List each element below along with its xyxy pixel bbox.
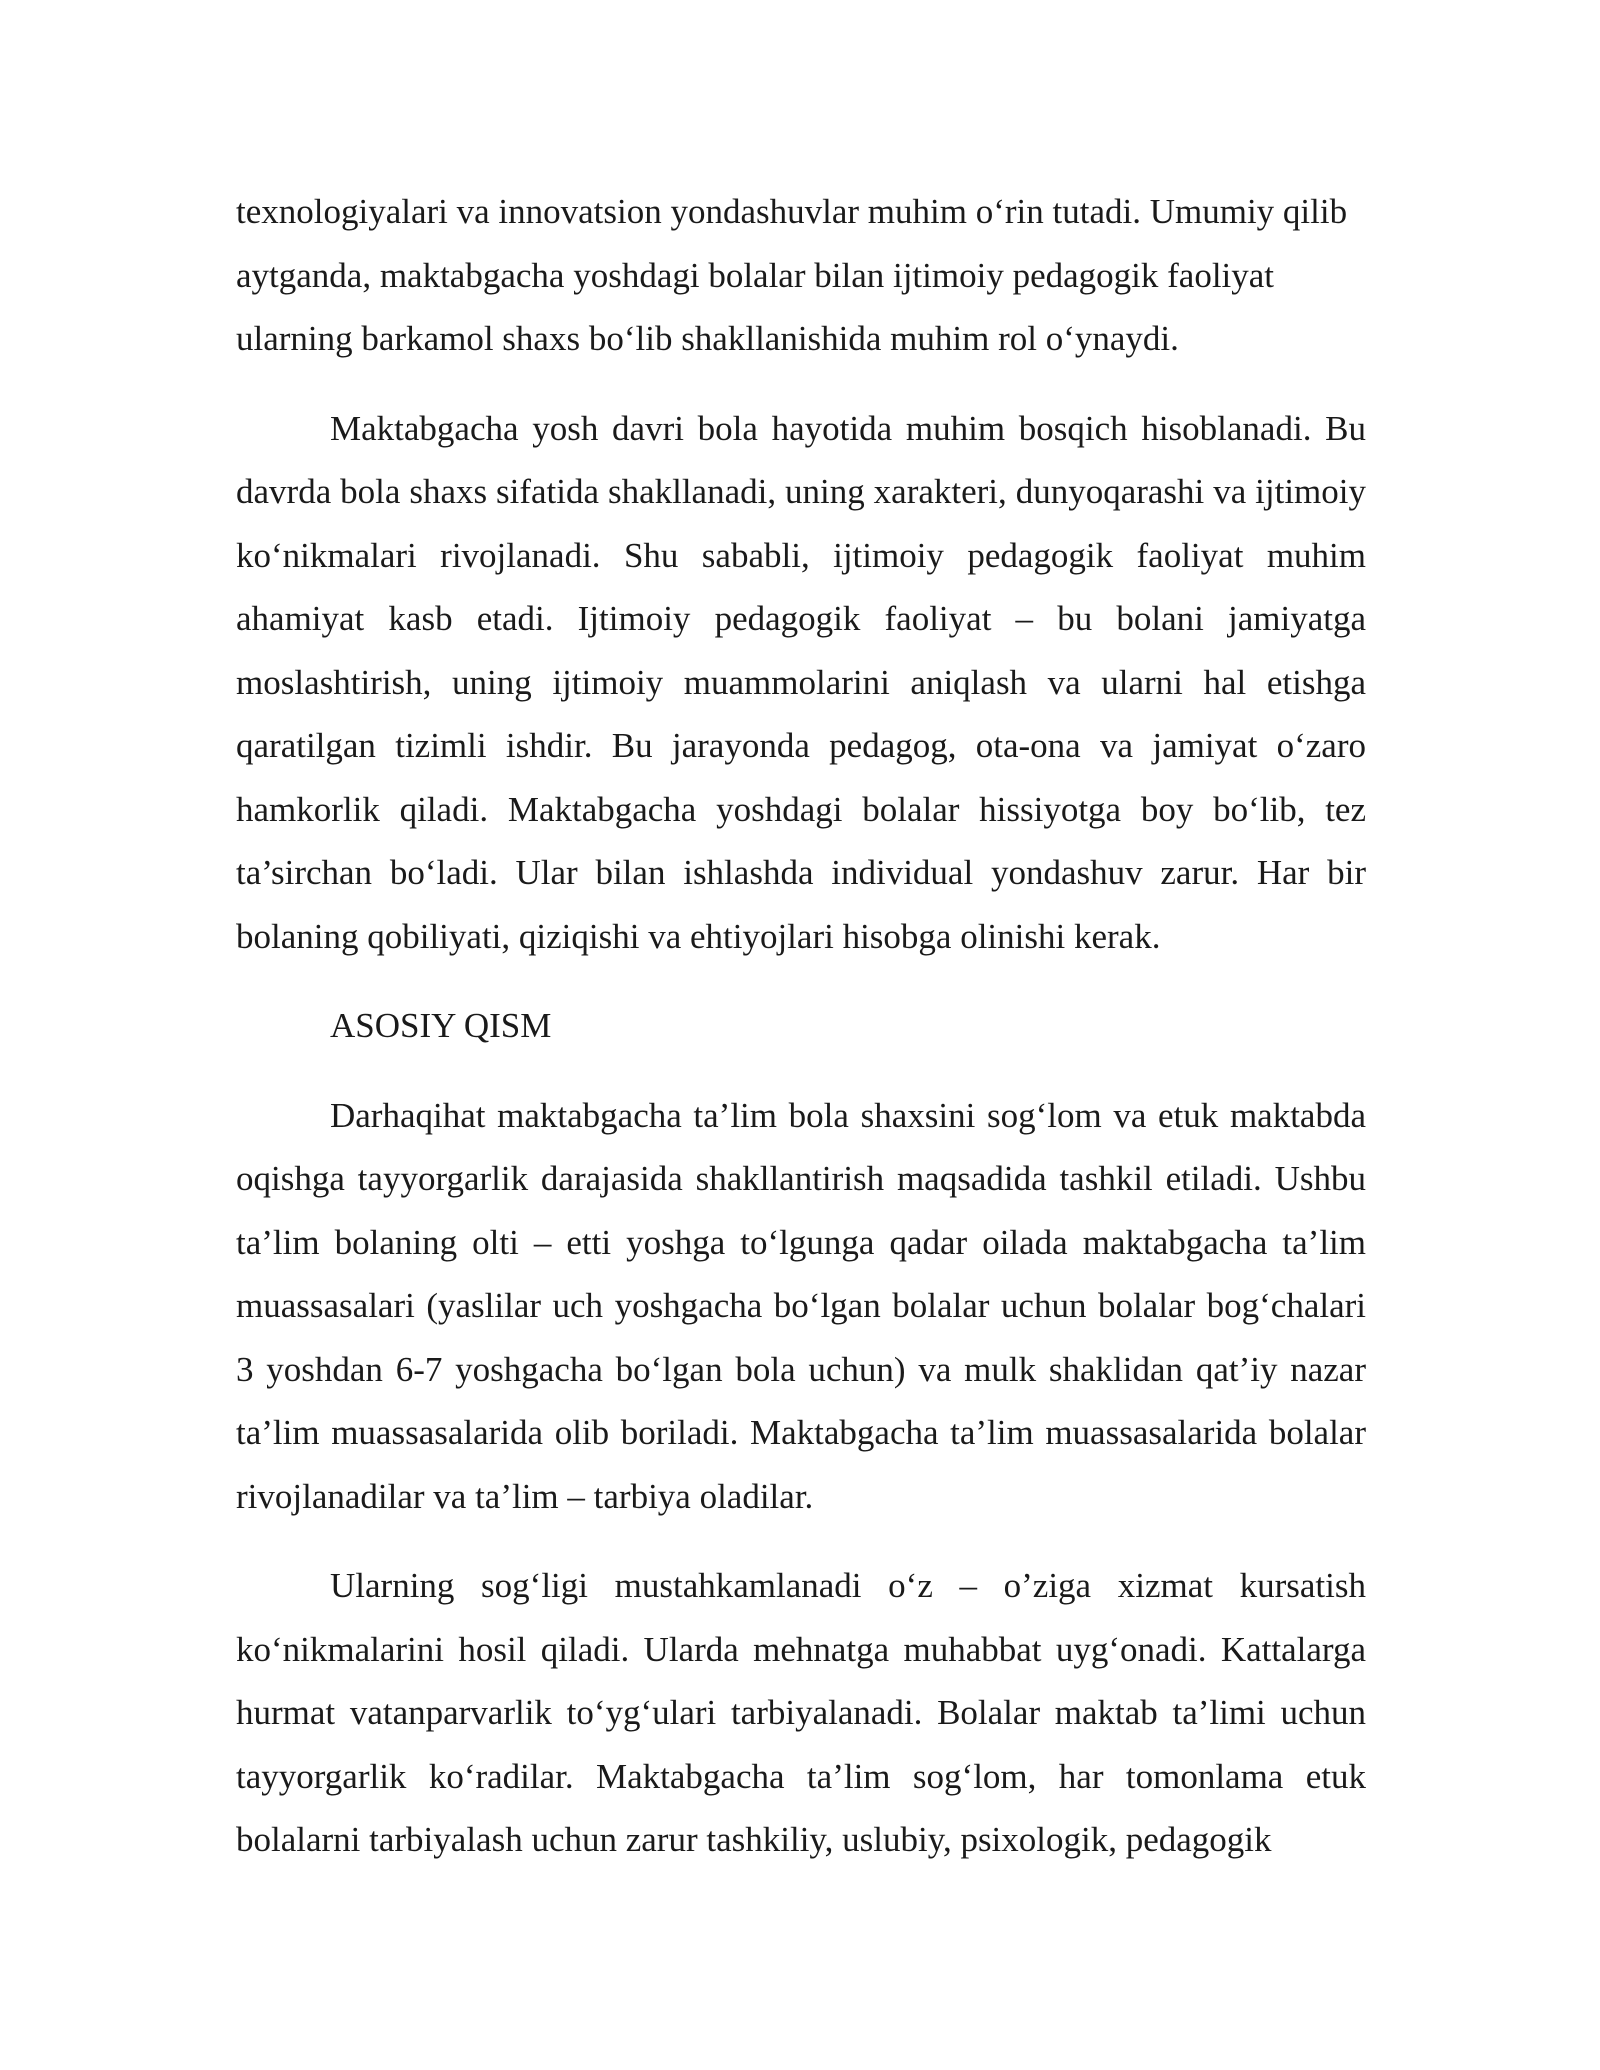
- paragraph-4: Ularning sog‘ligi mustahkamlanadi o‘z – o’ziga xizmat kursatish ko‘nikmalarini hosil qiladi. Ularda mehnatga muhabbat uyg‘onadi. Kattalarga hurmat vatanparvarlik to‘yg‘ulari tarbiyalanadi. Bolalar maktab ta’limi uchun tayyorgarlik ko‘radilar. Maktabgacha ta’lim sog‘lom, har tomonlama etuk bolalarni tarbiyalash uchun zarur tashkiliy, uslubiy, psixologik, pedagogik: [236, 1566, 1366, 1859]
- paragraph-3: Darhaqihat maktabgacha ta’lim bola shaxsini sog‘lom va etuk maktabda oqishga tayyorgarlik darajasida shakllantirish maqsadida tashkil etiladi. Ushbu ta’lim bolaning olti – etti yoshga to‘lgunga qadar oilada maktabgacha ta’lim muassasalari (yaslilar uch yoshgacha bo‘lgan bolalar uchun bolalar bog‘chalari 3 yoshdan 6-7 yoshgacha bo‘lgan bola uchun) va mulk shaklidan qat’iy nazar ta’lim muassasalarida olib boriladi. Maktabgacha ta’lim muassasalarida bolalar rivojlanadilar va ta’lim – tarbiya oladilar.: [236, 1095, 1366, 1516]
- text-column: [236, 180, 1366, 1872]
- paragraph-2: Maktabgacha yosh davri bola hayotida muhim bosqich hisoblanadi. Bu davrda bola shaxs sifatida shakllanadi, uning xarakteri, dunyoqarashi va ijtimoiy ko‘nikmalari rivojlanadi. Shu sababli, ijtimoiy pedagogik faoliyat muhim ahamiyat kasb etadi. Ijtimoiy pedagogik faoliyat – bu bolani jamiyatga moslashtirish, uning ijtimoiy muammolarini aniqlash va ularni hal etishga qaratilgan tizimli ishdir. Bu jarayonda pedagog, ota-ona va jamiyat o‘zaro hamkorlik qiladi. Maktabgacha yoshdagi bolalar hissiyotga boy bo‘lib, tez ta’sirchan bo‘ladi. Ular bilan ishlashda individual yondashuv zarur. Har bir bolaning qobiliyati, qiziqishi va ehtiyojlari hisobga olinishi kerak.: [236, 408, 1366, 956]
- paragraph-1: texnologiyalari va innovatsion yondashuvlar muhim o‘rin tutadi. Umumiy qilib aytganda, maktabgacha yoshdagi bolalar bilan ijtimoiy pedagogik faoliyat ularning barkamol shaxs bo‘lib shakllanishida muhim rol o‘ynaydi.: [236, 192, 1348, 358]
- section-heading: ASOSIY QISM: [330, 1006, 552, 1045]
